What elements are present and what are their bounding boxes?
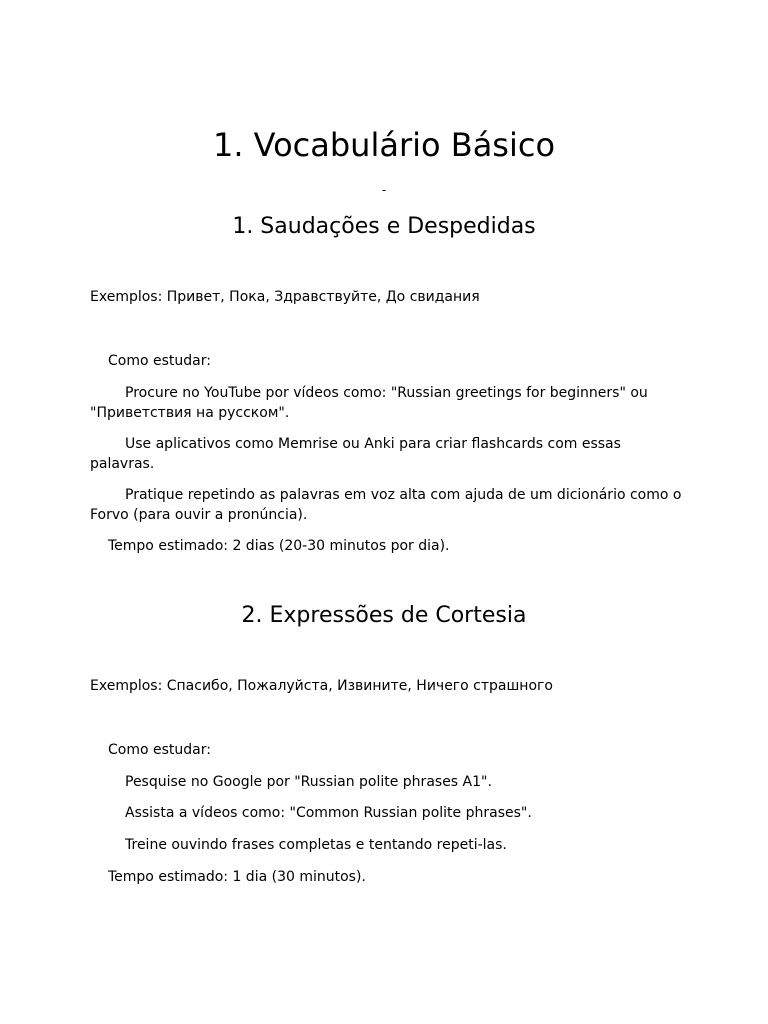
study-step: Pesquise no Google por "Russian polite phrases A1". — [125, 774, 492, 790]
section-examples: Exemplos: Привет, Пока, Здравствуйте, До свидания — [90, 289, 480, 305]
study-step: Procure no YouTube por vídeos como: "Russian greetings for beginners" ou "Приветствия на русском". — [90, 385, 648, 421]
section-heading-courtesy: 2. Expressões de Cortesia — [241, 603, 527, 628]
study-step: Treine ouvindo frases completas e tentando repeti-las. — [125, 837, 507, 853]
estimated-time: Tempo estimado: 2 dias (20-30 minutos por dia). — [108, 538, 450, 554]
estimated-time: Tempo estimado: 1 dia (30 minutos). — [108, 869, 366, 885]
section-examples: Exemplos: Спасибо, Пожалуйста, Извините, Ничего страшного — [90, 678, 553, 694]
study-step: Assista a vídeos como: "Common Russian polite phrases". — [125, 805, 532, 821]
title-separator: - — [381, 183, 387, 197]
section-heading-greetings: 1. Saudações e Despedidas — [232, 214, 536, 239]
how-to-study-label: Como estudar: — [108, 742, 211, 758]
how-to-study-label: Como estudar: — [108, 353, 211, 369]
study-step: Pratique repetindo as palavras em voz alta com ajuda de um dicionário como o Forvo (para ouvir a pronúncia). — [90, 487, 682, 523]
document-title: 1. Vocabulário Básico — [212, 126, 556, 164]
study-step: Use aplicativos como Memrise ou Anki para criar flashcards com essas palavras. — [90, 436, 621, 472]
